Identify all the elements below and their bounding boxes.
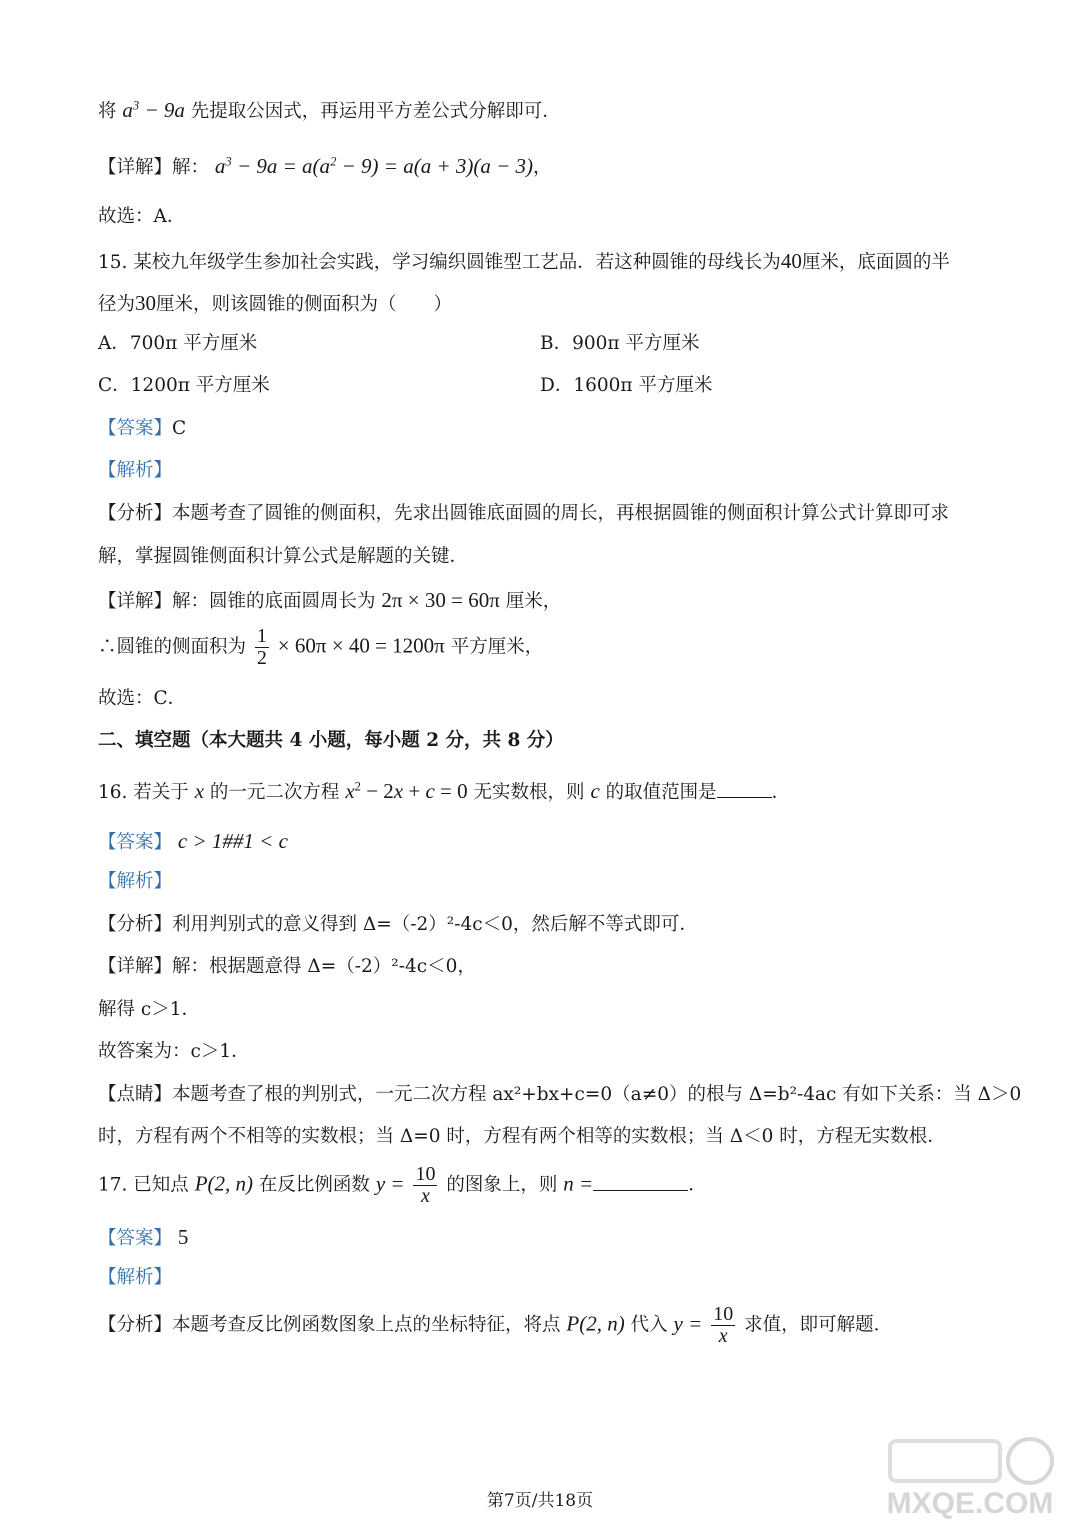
answer-17: 【答案】 5 [98,1225,189,1249]
line-2: 【详解】解： $a^3 - 9a = a(a^2 - 9) = a(a + 3)(a - 3)$， [98,154,552,178]
q17-line: 17. 已知点 P(2, n) 在反比例函数 y = $\frac{10}{x}$ 的图象上，则 n = ． [98,1163,707,1207]
therefore-line: ∴圆锥的侧面积为 $\frac{1}{2}$ × 60π × 40 = 1200π 平方厘米， [98,625,544,669]
answer-blank-17 [593,1189,688,1191]
math-expr: $a^3 - 9a$ [122,98,185,122]
jiexi-17: 【解析】 [98,1267,173,1288]
watermark-logo [870,1431,1070,1521]
fraction-half: $\frac{1}{2}$ [256,625,267,669]
jiexi-16: 【解析】 [98,871,173,892]
q15-line1: 15. 某校九年级学生参加社会实践，学习编织圆锥型工艺品．若这种圆锥的母线长为40厘米，底面圆的半 [98,249,950,273]
jiexi-15: 【解析】 [98,460,173,481]
jiede-16: 解得 c＞1． [98,999,201,1020]
guxuan-15: 故选：C． [98,688,187,709]
fenxi-16: 【分析】利用判别式的意义得到 Δ=（-2）²-4c＜0，然后解不等式即可． [98,914,698,935]
answer-blank [717,796,772,798]
fenxi-15-line1: 【分析】本题考查了圆锥的侧面积，先求出圆锥底面圆的周长，再根据圆锥的侧面积计算公式计算即可求 [98,503,950,524]
fraction-10-over-x: $\frac{10}{x}$ [415,1163,436,1207]
option-c: C．1200π 平方厘米 [98,375,270,396]
option-d: D．1600π 平方厘米 [540,375,713,396]
factorization-expr: $a^3 - 9a = a(a^2 - 9) = a(a + 3)(a - 3)$ [214,154,534,178]
svg-text:MXQE.COM: MXQE.COM [886,1487,1054,1520]
option-a: A．700π 平方厘米 [98,333,258,354]
q16-line: 16. 若关于 x 的一元二次方程 $x^2 - 2x + c = 0$ 无实数根，则 c 的取值范围是 ． [98,779,791,803]
line-3: 故选：A． [98,206,186,227]
xiangjie-15: 【详解】解：圆锥的底面圆周长为 2π × 30 = 60π 厘米， [98,588,562,612]
answer-is-16: 故答案为：c＞1． [98,1041,250,1062]
xiangjie-16: 【详解】解：根据题意得 Δ=（-2）²-4c＜0， [98,956,476,977]
page-footer: 第7页/共18页 [486,1491,594,1511]
fraction-10-over-x-2: $\frac{10}{x}$ [713,1303,734,1347]
dianjing-line1: 【点睛】本题考查了根的判别式，一元二次方程 ax²+bx+c=0（a≠0）的根与 Δ=b²-4ac 有如下关系：当 Δ＞0 [98,1084,1022,1105]
dianjing-line2: 时，方程有两个不相等的实数根；当 Δ=0 时，方程有两个相等的实数根；当 Δ＜0 时，方程无实数根． [98,1126,946,1147]
section-2-heading: 二、填空题（本大题共 4 小题，每小题 2 分，共 8 分） [98,730,564,751]
option-b: B．900π 平方厘米 [540,333,700,354]
fenxi-17: 【分析】本题考查反比例函数图象上点的坐标特征，将点 P(2, n) 代入 y = $\frac{10}{x}$ 求值，即可解题． [98,1303,893,1347]
answer-15: 【答案】C [98,418,187,439]
fenxi-15-line2: 解，掌握圆锥侧面积计算公式是解题的关键． [98,546,469,567]
line-1: 将 $a^3 - 9a$ 先提取公因式，再运用平方差公式分解即可． [98,98,561,122]
q16-equation: $x^2 - 2x + c = 0$ [345,779,468,803]
answer-16: 【答案】 c > 1##1 < c [98,829,288,853]
q15-line2: 径为30厘米，则该圆锥的侧面积为（ ） [98,291,453,315]
